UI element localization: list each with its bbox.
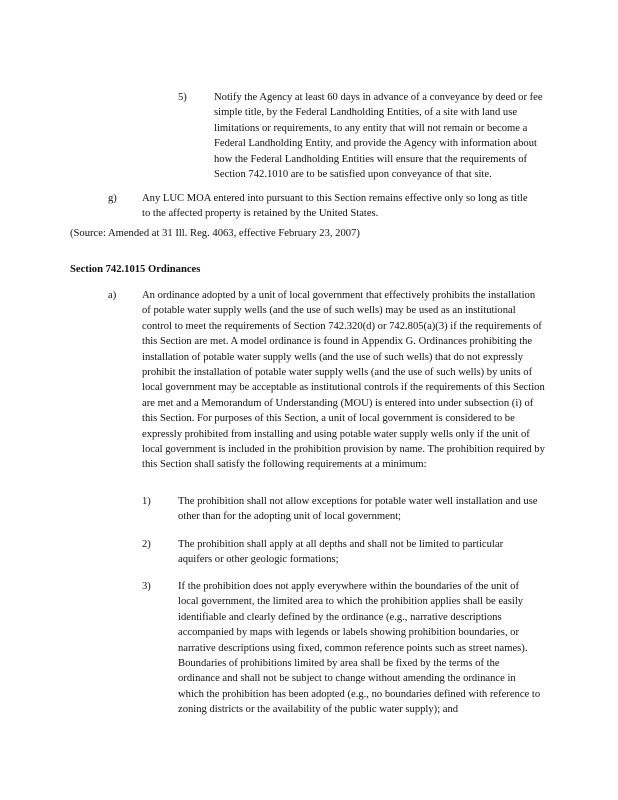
item-a-text: An ordinance adopted by a unit of local government that effectively prohibits the installation of potable water supply wells (and the use of such wells) may be used as an institutional control to meet the requirements of Section 742.320(d) or 742.805(a)(3) if the requirements of this Section are met. A model ordinance is found in Appendix G. Ordinances prohibiting the installation of potable water supply wells (and the use of such wells) that do not expressly prohibit the installation of potable water supply wells (and the use of such wells) by units of local government may be acceptable as institutional controls if the requirements of this Section are met and a Memorandum of Understanding (MOU) is entered into under subsection (i) of this Section. For purposes of this Section, a unit of local government is considered to be expressly prohibited from installing and using potable water supply wells only if the unit of local government is included in the prohibition provision by name. The prohibition required by this Section shall satisfy the following requirements at a minimum: <box>142 290 545 471</box>
item-g-label: g) <box>108 193 117 204</box>
subitem-1-text: The prohibition shall not allow exceptions for potable water well installation and use other than for the adopting unit of local government; <box>178 496 538 523</box>
subitem-3-label: 3) <box>142 581 151 592</box>
subitem-3-text: If the prohibition does not apply everywhere within the boundaries of the unit of local government, the limited area to which the prohibition applies shall be easily identifiable and clearly defined by the ordinance (e.g., narrative descriptions accompanied by maps with legends or labels showing prohibition boundaries, or narrative descriptions using fixed, common reference points such as street names). Boundaries of prohibitions limited by area shall be fixed by the terms of the ordinance and shall not be subject to change without amending the ordinance in which the prohibition has been adopted (e.g., no boundaries defined with reference to zoning districts or the availability of the public water supply); and <box>178 581 541 716</box>
item-5-label: 5) <box>178 92 187 103</box>
subitem-2-label: 2) <box>142 539 151 550</box>
item-g-text: Any LUC MOA entered into pursuant to this Section remains effective only so long as title to the affected property is retained by the United States. <box>142 193 528 220</box>
source-note: (Source: Amended at 31 Ill. Reg. 4063, effective February 23, 2007) <box>70 228 360 239</box>
subitem-1-label: 1) <box>142 496 151 507</box>
subitem-2-text: The prohibition shall apply at all depths and shall not be limited to particular aquifers or other geologic formations; <box>178 539 504 566</box>
item-a-label: a) <box>108 290 117 301</box>
item-5-text: Notify the Agency at least 60 days in advance of a conveyance by deed or fee simple title, by the Federal Landholding Entities, of a site with land use limitations or requirements, to any entity that will not remain or become a Federal Landholding Entity, and provide the Agency with information about how the Federal Landholding Entities will ensure that the requirements of Section 742.1010 are to be satisfied upon conveyance of that site. <box>214 92 543 181</box>
section-heading: Section 742.1015 Ordinances <box>70 264 201 275</box>
